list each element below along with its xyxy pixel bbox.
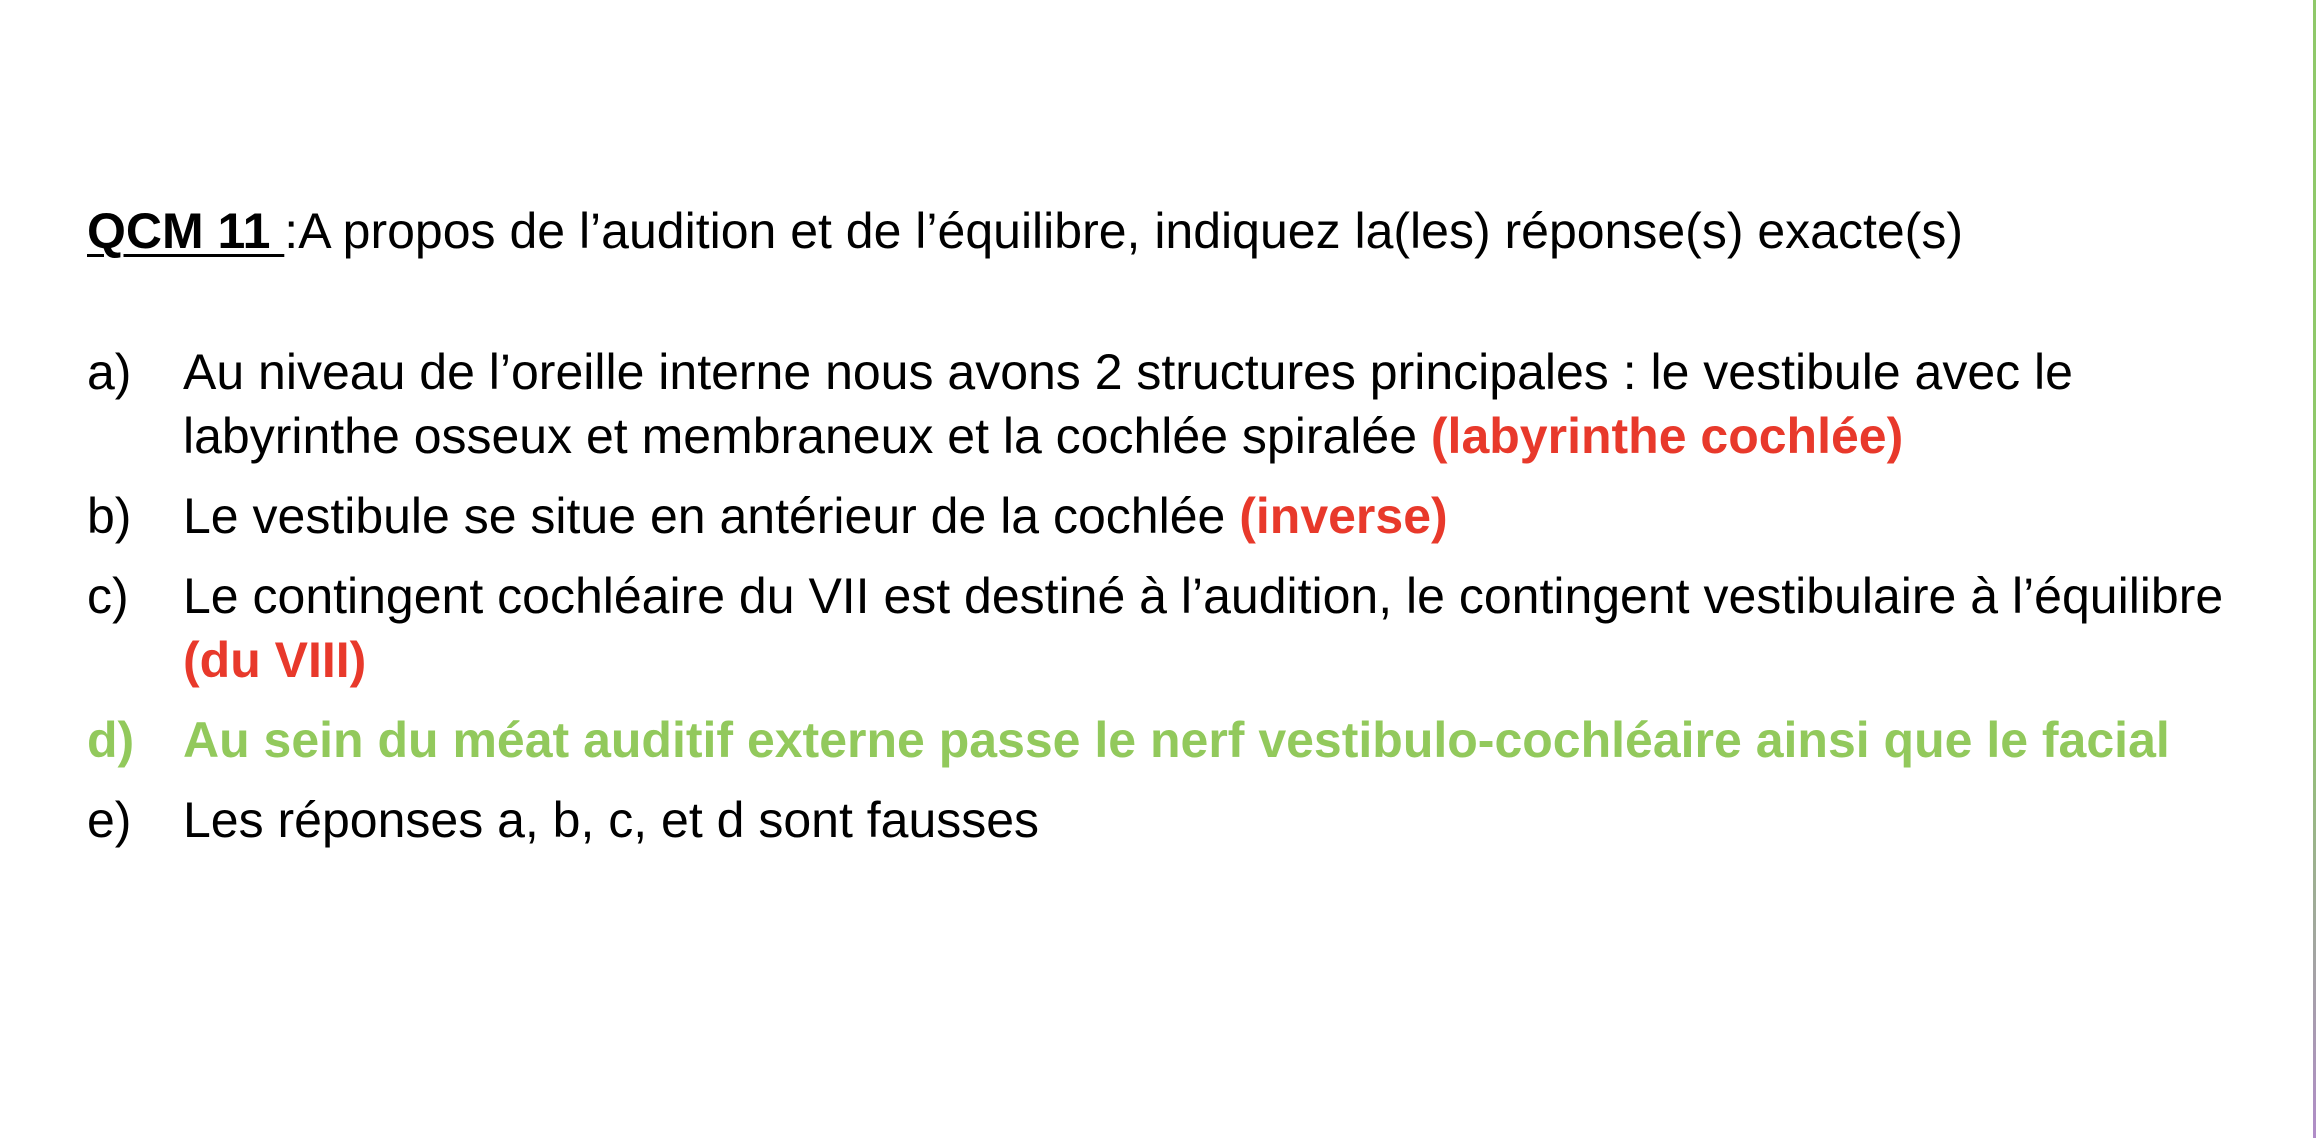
option-letter: b) xyxy=(87,488,132,544)
option-letter: e) xyxy=(87,792,132,848)
option-d-correct xyxy=(87,708,2237,772)
option-c xyxy=(87,564,2237,692)
option-correction: (labyrinthe cochlée) xyxy=(1430,408,1904,464)
option-e xyxy=(87,788,2237,852)
option-b xyxy=(87,484,2237,548)
option-text: Au niveau de l’oreille interne nous avons 2 structures principales : le vestibule avec le labyrinthe osseux et membraneux et la cochlée spiralée xyxy=(183,344,2073,464)
option-letter: d) xyxy=(87,712,135,768)
answer-options xyxy=(87,340,2237,868)
question-title xyxy=(87,196,1963,266)
option-text: Au sein du méat auditif externe passe le nerf vestibulo-cochléaire ainsi que le facial xyxy=(183,712,2170,768)
option-text: Les réponses a, b, c, et d sont fausses xyxy=(183,792,1040,848)
option-correction: (du VIII) xyxy=(183,632,367,688)
question-label: QCM 11 xyxy=(87,203,285,259)
option-a xyxy=(87,340,2237,468)
option-letter: c) xyxy=(87,568,129,624)
option-text: Le contingent cochléaire du VII est destiné à l’audition, le contingent vestibulaire à l’équilibre xyxy=(183,568,2224,624)
option-text: Le vestibule se situe en antérieur de la cochlée xyxy=(183,488,1240,544)
question-text: :A propos de l’audition et de l’équilibre, indiquez la(les) réponse(s) exacte(s) xyxy=(284,203,1963,259)
option-letter: a) xyxy=(87,344,132,400)
option-correction: (inverse) xyxy=(1239,488,1448,544)
